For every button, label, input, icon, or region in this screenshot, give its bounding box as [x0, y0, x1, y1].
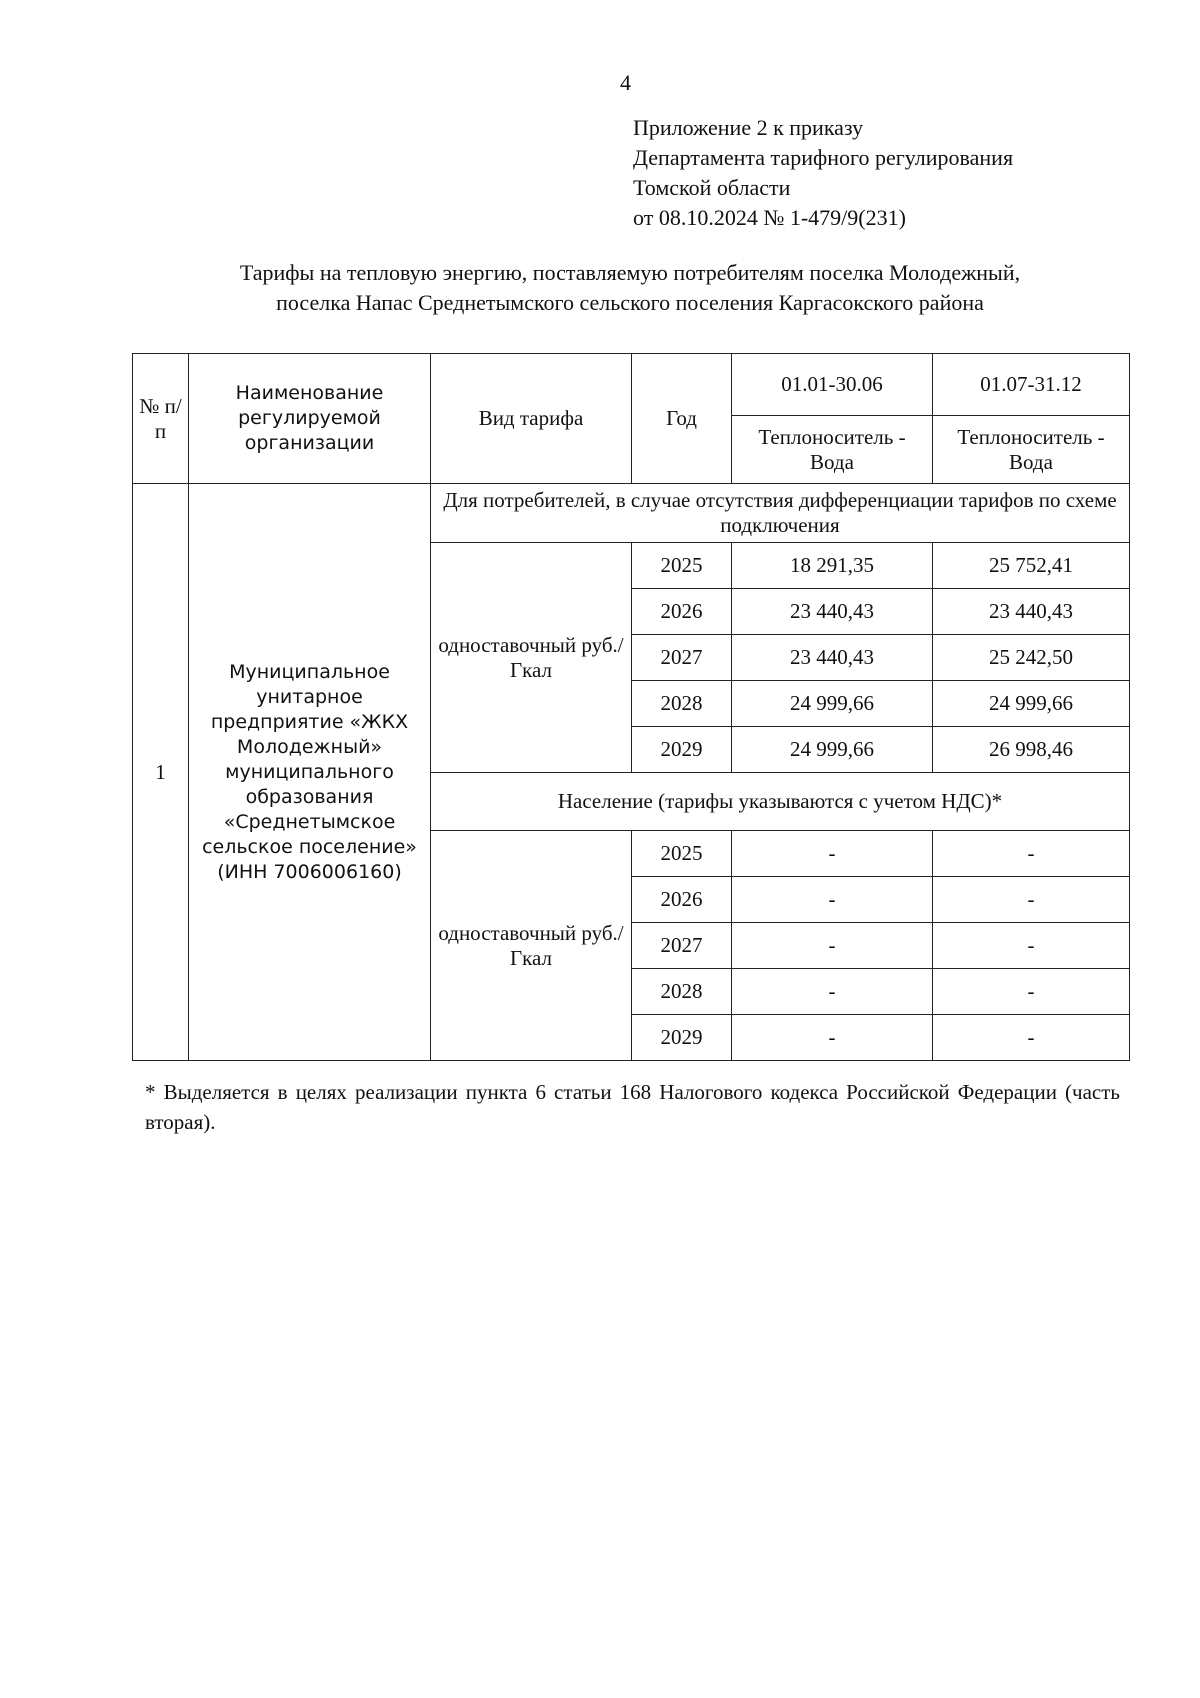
section-heading: Для потребителей, в случае отсутствия дифференциации тарифов по схеме подключения [431, 484, 1130, 543]
year-cell: 2027 [632, 923, 732, 969]
appendix-line: Приложение 2 к приказу [633, 115, 864, 140]
tariff-type: одноставочный руб./Гкал [431, 543, 632, 773]
appendix-line: Департамента тарифного регулирования [633, 145, 1014, 170]
value-cell: - [933, 831, 1130, 877]
value-cell: - [933, 969, 1130, 1015]
year-cell: 2025 [632, 543, 732, 589]
value-cell: 24 999,66 [933, 681, 1130, 727]
year-cell: 2028 [632, 681, 732, 727]
section-heading-row [133, 484, 1130, 543]
value-cell: - [732, 877, 933, 923]
value-cell: - [933, 923, 1130, 969]
header-org: Наименование регулируемой организации [189, 354, 431, 484]
value-cell: - [732, 831, 933, 877]
appendix-block [633, 113, 1013, 233]
value-cell: - [732, 923, 933, 969]
year-cell: 2025 [632, 831, 732, 877]
document-title [120, 258, 1140, 318]
value-cell: 26 998,46 [933, 727, 1130, 773]
value-cell: - [933, 1015, 1130, 1061]
header-period-1: 01.01-30.06 [732, 354, 933, 416]
value-cell: - [732, 969, 933, 1015]
year-cell: 2026 [632, 877, 732, 923]
title-line: Тарифы на тепловую энергию, поставляемую потребителям поселка Молодежный, [239, 260, 1021, 285]
year-cell: 2029 [632, 727, 732, 773]
value-cell: 24 999,66 [732, 681, 933, 727]
value-cell: - [732, 1015, 933, 1061]
value-cell: 24 999,66 [732, 727, 933, 773]
year-cell: 2027 [632, 635, 732, 681]
header-carrier-1: Теплоноситель - Вода [732, 416, 933, 484]
value-cell: 23 440,43 [732, 589, 933, 635]
value-cell: 23 440,43 [933, 589, 1130, 635]
year-cell: 2029 [632, 1015, 732, 1061]
organization-name: Муниципальное унитарное предприятие «ЖКХ Молодежный» муниципального образования «Среднетымское сельское поселение» (ИНН 7006006160) [189, 484, 431, 1061]
tariff-type: одноставочный руб./Гкал [431, 831, 632, 1061]
value-cell: 23 440,43 [732, 635, 933, 681]
value-cell: - [933, 877, 1130, 923]
value-cell: 18 291,35 [732, 543, 933, 589]
header-num: № п/п [133, 354, 189, 484]
appendix-line: Томской области [633, 175, 791, 200]
value-cell: 25 752,41 [933, 543, 1130, 589]
header-carrier-2: Теплоноситель - Вода [933, 416, 1130, 484]
year-cell: 2028 [632, 969, 732, 1015]
header-year: Год [632, 354, 732, 484]
value-cell: 25 242,50 [933, 635, 1130, 681]
year-cell: 2026 [632, 589, 732, 635]
header-period-2: 01.07-31.12 [933, 354, 1130, 416]
footnote: * Выделяется в целях реализации пункта 6 статьи 168 Налогового кодекса Российской Федерации (часть вторая). [145, 1080, 1120, 1134]
page-number: 4 [620, 70, 631, 95]
tariff-table [132, 353, 1130, 1061]
appendix-line: от 08.10.2024 № 1-479/9(231) [633, 205, 906, 230]
title-line: поселка Напас Среднетымского сельского поселения Каргасокского района [276, 290, 984, 315]
header-tariff-type: Вид тарифа [431, 354, 632, 484]
section-heading: Население (тарифы указываются с учетом НДС)* [431, 773, 1130, 831]
row-number: 1 [133, 484, 189, 1061]
header-row [133, 354, 1130, 416]
